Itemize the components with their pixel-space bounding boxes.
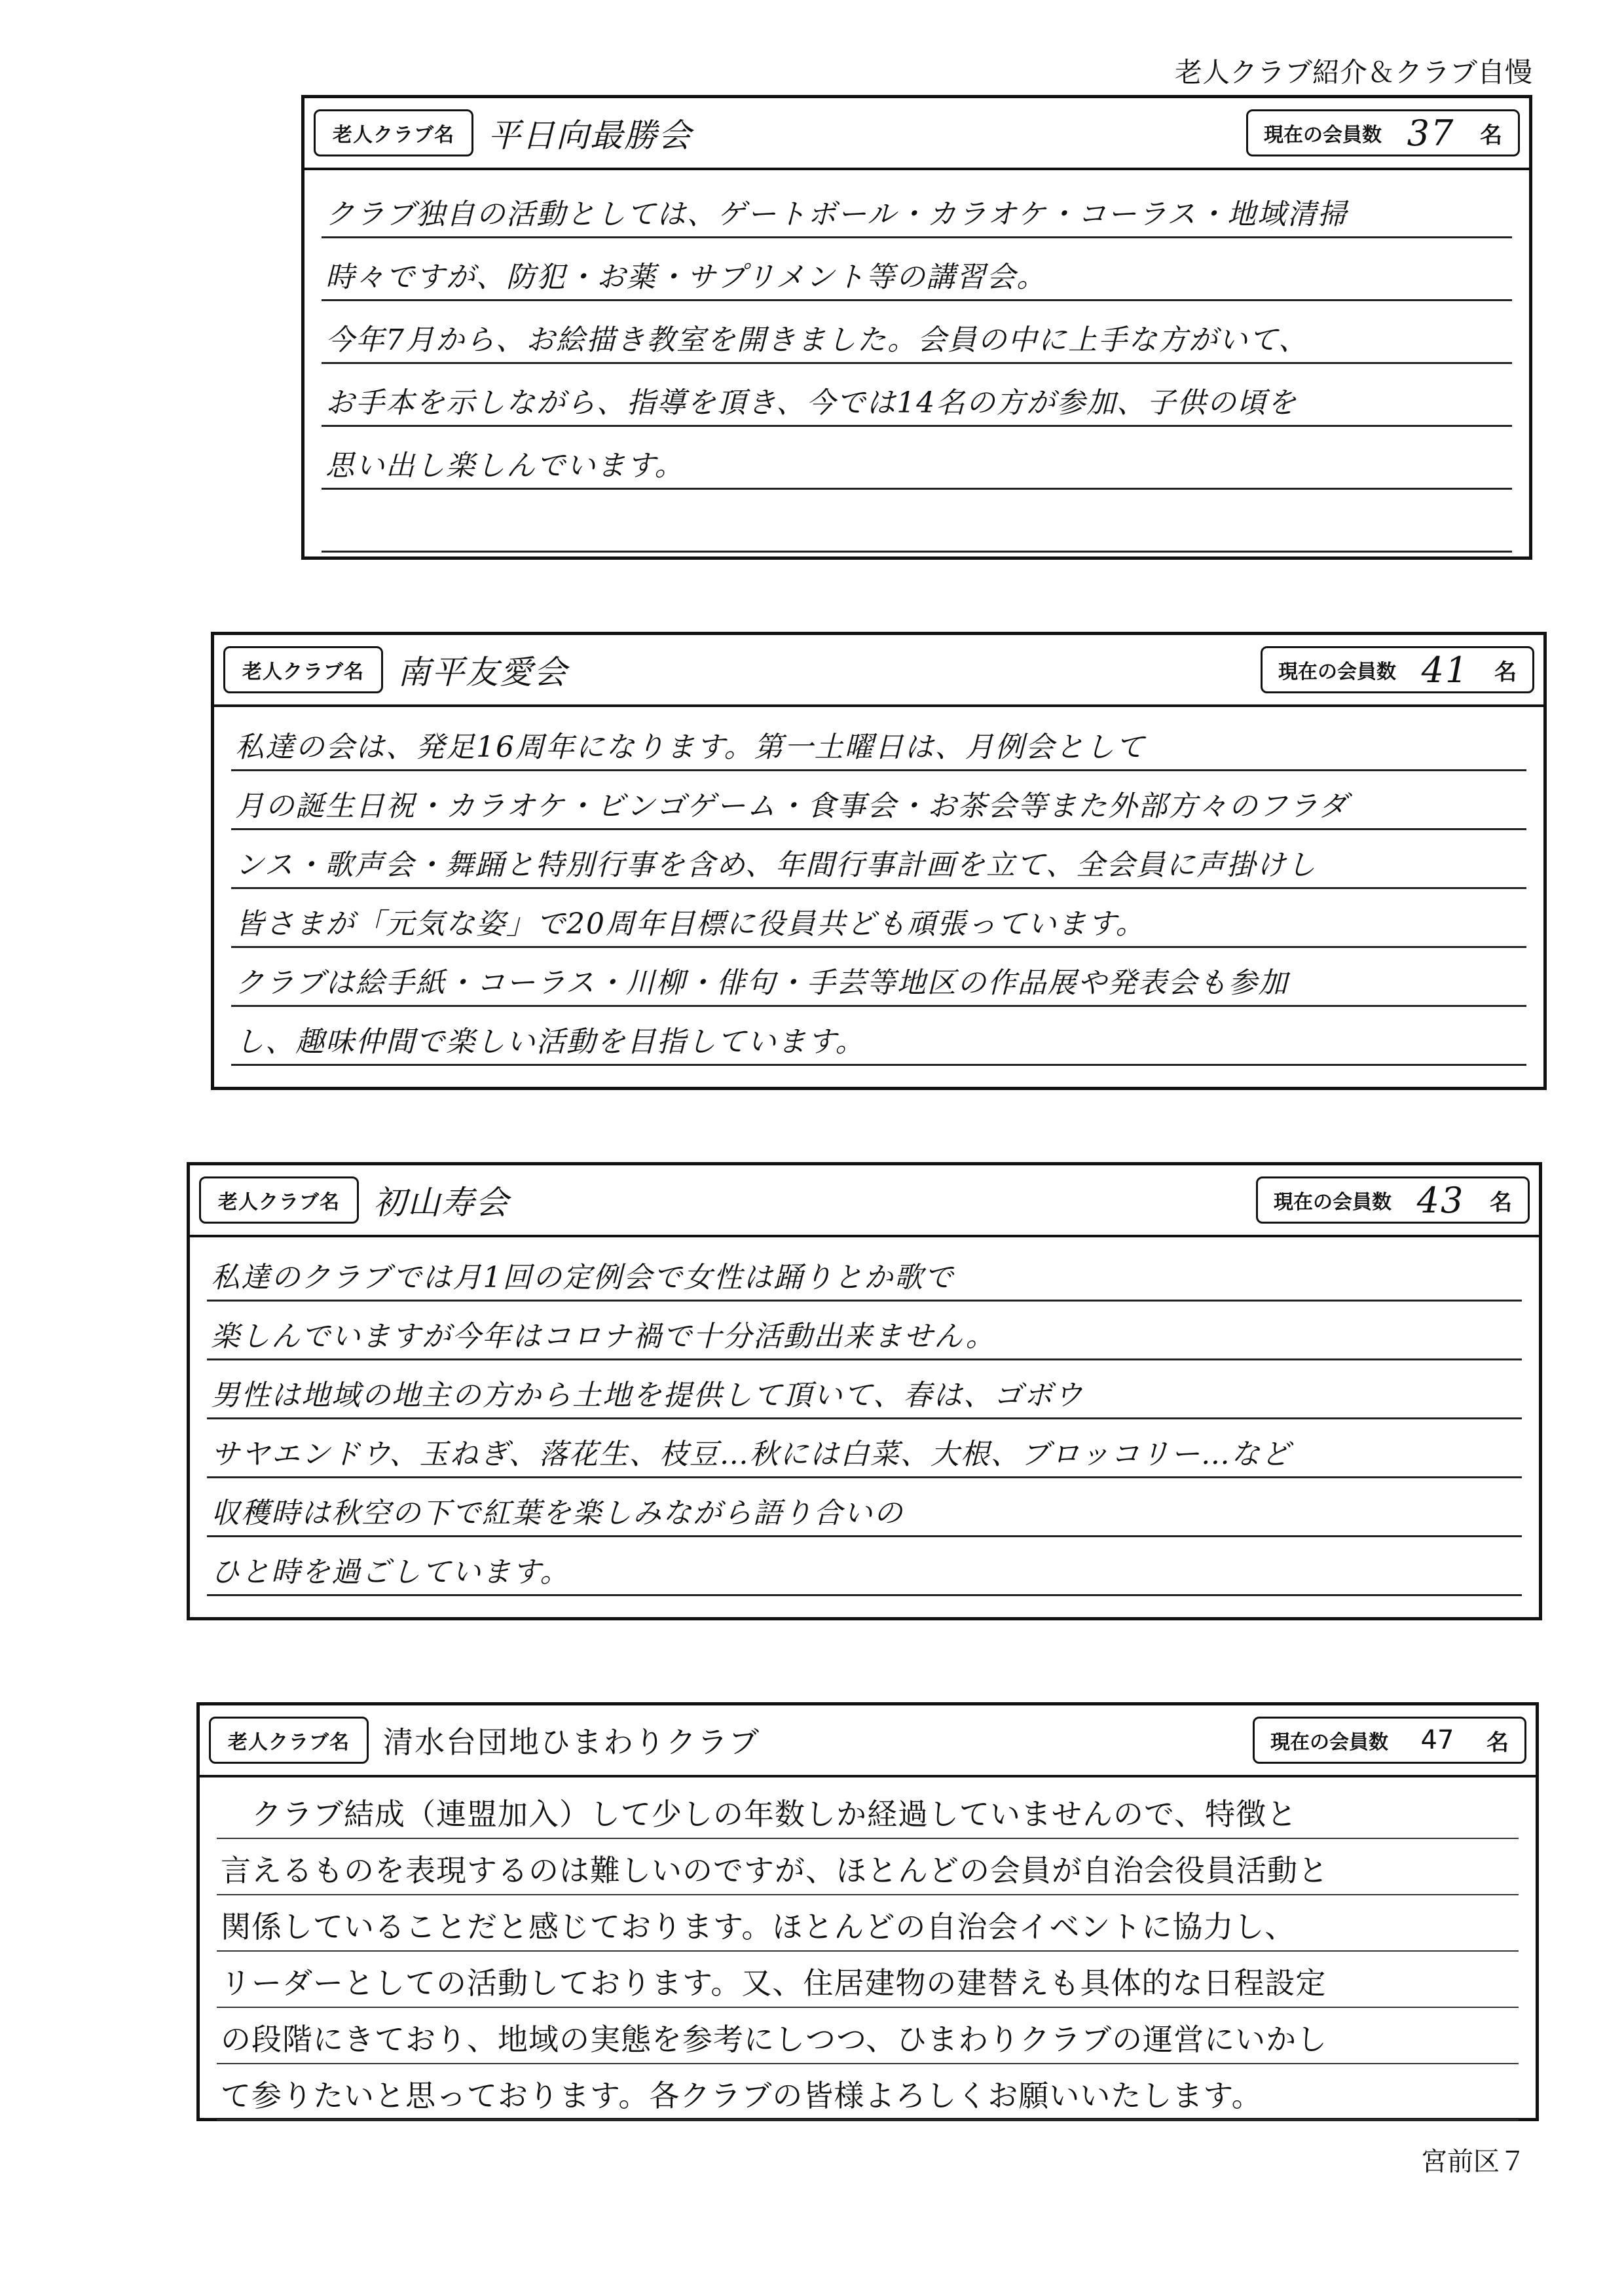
- club-card-header: [190, 1165, 1539, 1237]
- member-count-label: 現在の会員数: [1274, 1191, 1392, 1214]
- club-description: [214, 707, 1543, 1066]
- description-line: ひと時を過ごしています。: [207, 1537, 1522, 1596]
- club-name: 南平友愛会: [397, 653, 568, 691]
- club-card-header: [200, 1705, 1536, 1777]
- club-name-label: 老人クラブ名: [209, 1717, 369, 1764]
- description-line: クラブは絵手紙・コーラス・川柳・俳句・手芸等地区の作品展や発表会も参加: [231, 948, 1526, 1007]
- member-count-box: [1253, 1717, 1526, 1764]
- member-unit: 名: [1480, 122, 1502, 149]
- member-count: 47: [1420, 1725, 1454, 1755]
- member-count-label: 現在の会員数: [1278, 661, 1396, 683]
- description-line: の段階にきており、地域の実態を参考にしつつ、ひまわりクラブの運営にいかし: [217, 2008, 1519, 2064]
- club-description: [190, 1237, 1539, 1596]
- description-line: リーダーとしての活動しております。又、住居建物の建替えも具体的な日程設定: [217, 1952, 1519, 2008]
- club-card: [187, 1162, 1542, 1620]
- description-line: 私達の会は、発足16周年になります。第一土曜日は、月例会として: [231, 712, 1526, 771]
- member-count: 41: [1421, 649, 1469, 691]
- page-number: 宮前区７: [1421, 2147, 1526, 2177]
- club-name: 清水台団地ひまわりクラブ: [383, 1724, 760, 1760]
- description-line: [322, 490, 1512, 553]
- member-unit: 名: [1494, 659, 1517, 685]
- description-line: 今年7月から、お絵描き教室を開きました。会員の中に上手な方がいて、: [322, 301, 1512, 364]
- club-card: [301, 95, 1532, 560]
- club-description: [304, 170, 1529, 553]
- page-header: 老人クラブ紹介＆クラブ自慢: [1174, 56, 1532, 88]
- description-line: 思い出し楽しんでいます。: [322, 427, 1512, 490]
- club-card: [211, 632, 1547, 1090]
- description-line: 月の誕生日祝・カラオケ・ビンゴゲーム・食事会・お茶会等また外部方々のフラダ: [231, 771, 1526, 830]
- club-name-label: 老人クラブ名: [314, 109, 473, 156]
- description-line: 男性は地域の地主の方から土地を提供して頂いて、春は、ゴボウ: [207, 1360, 1522, 1419]
- member-unit: 名: [1486, 1729, 1509, 1756]
- description-line: 私達のクラブでは月1回の定例会で女性は踊りとか歌で: [207, 1243, 1522, 1302]
- description-line: て参りたいと思っております。各クラブの皆様よろしくお願いいたします。: [217, 2064, 1519, 2121]
- description-line: 関係していることだと感じております。ほとんどの自治会イベントに協力し、: [217, 1895, 1519, 1952]
- description-line: 言えるものを表現するのは難しいのですが、ほとんどの会員が自治会役員活動と: [217, 1839, 1519, 1895]
- description-line: お手本を示しながら、指導を頂き、今では14名の方が参加、子供の頃を: [322, 364, 1512, 427]
- member-count: 37: [1407, 112, 1455, 154]
- description-line: し、趣味仲間で楽しい活動を目指しています。: [231, 1007, 1526, 1066]
- member-count-box: [1256, 1176, 1530, 1224]
- club-description: [200, 1777, 1536, 2121]
- description-line: クラブ独自の活動としては、ゲートボール・カラオケ・コーラス・地域清掃: [322, 175, 1512, 238]
- description-line: 楽しんでいますが今年はコロナ禍で十分活動出来ません。: [207, 1302, 1522, 1360]
- club-name-label: 老人クラブ名: [199, 1176, 359, 1224]
- description-line: サヤエンドウ、玉ねぎ、落花生、枝豆…秋には白菜、大根、ブロッコリー…など: [207, 1419, 1522, 1478]
- member-unit: 名: [1490, 1189, 1512, 1216]
- club-card-header: [214, 635, 1543, 707]
- description-line: ンス・歌声会・舞踊と特別行事を含め、年間行事計画を立て、全会員に声掛けし: [231, 830, 1526, 889]
- club-card: [196, 1702, 1539, 2121]
- description-line: 収穫時は秋空の下で紅葉を楽しみながら語り合いの: [207, 1478, 1522, 1537]
- club-name: 平日向最勝会: [488, 117, 692, 155]
- member-count: 43: [1416, 1179, 1465, 1221]
- member-count-box: [1246, 109, 1520, 156]
- description-line: 皆さまが「元気な姿」で20周年目標に役員共ども頑張っています。: [231, 889, 1526, 948]
- member-count-label: 現在の会員数: [1270, 1731, 1388, 1754]
- member-count-box: [1261, 646, 1534, 693]
- club-card-header: [304, 98, 1529, 170]
- description-line: 時々ですが、防犯・お薬・サプリメント等の講習会。: [322, 238, 1512, 301]
- description-line: クラブ結成（連盟加入）して少しの年数しか経過していませんので、特徴と: [217, 1783, 1519, 1839]
- club-name: 初山寿会: [373, 1184, 509, 1222]
- member-count-label: 現在の会員数: [1264, 124, 1382, 147]
- club-name-label: 老人クラブ名: [223, 646, 383, 693]
